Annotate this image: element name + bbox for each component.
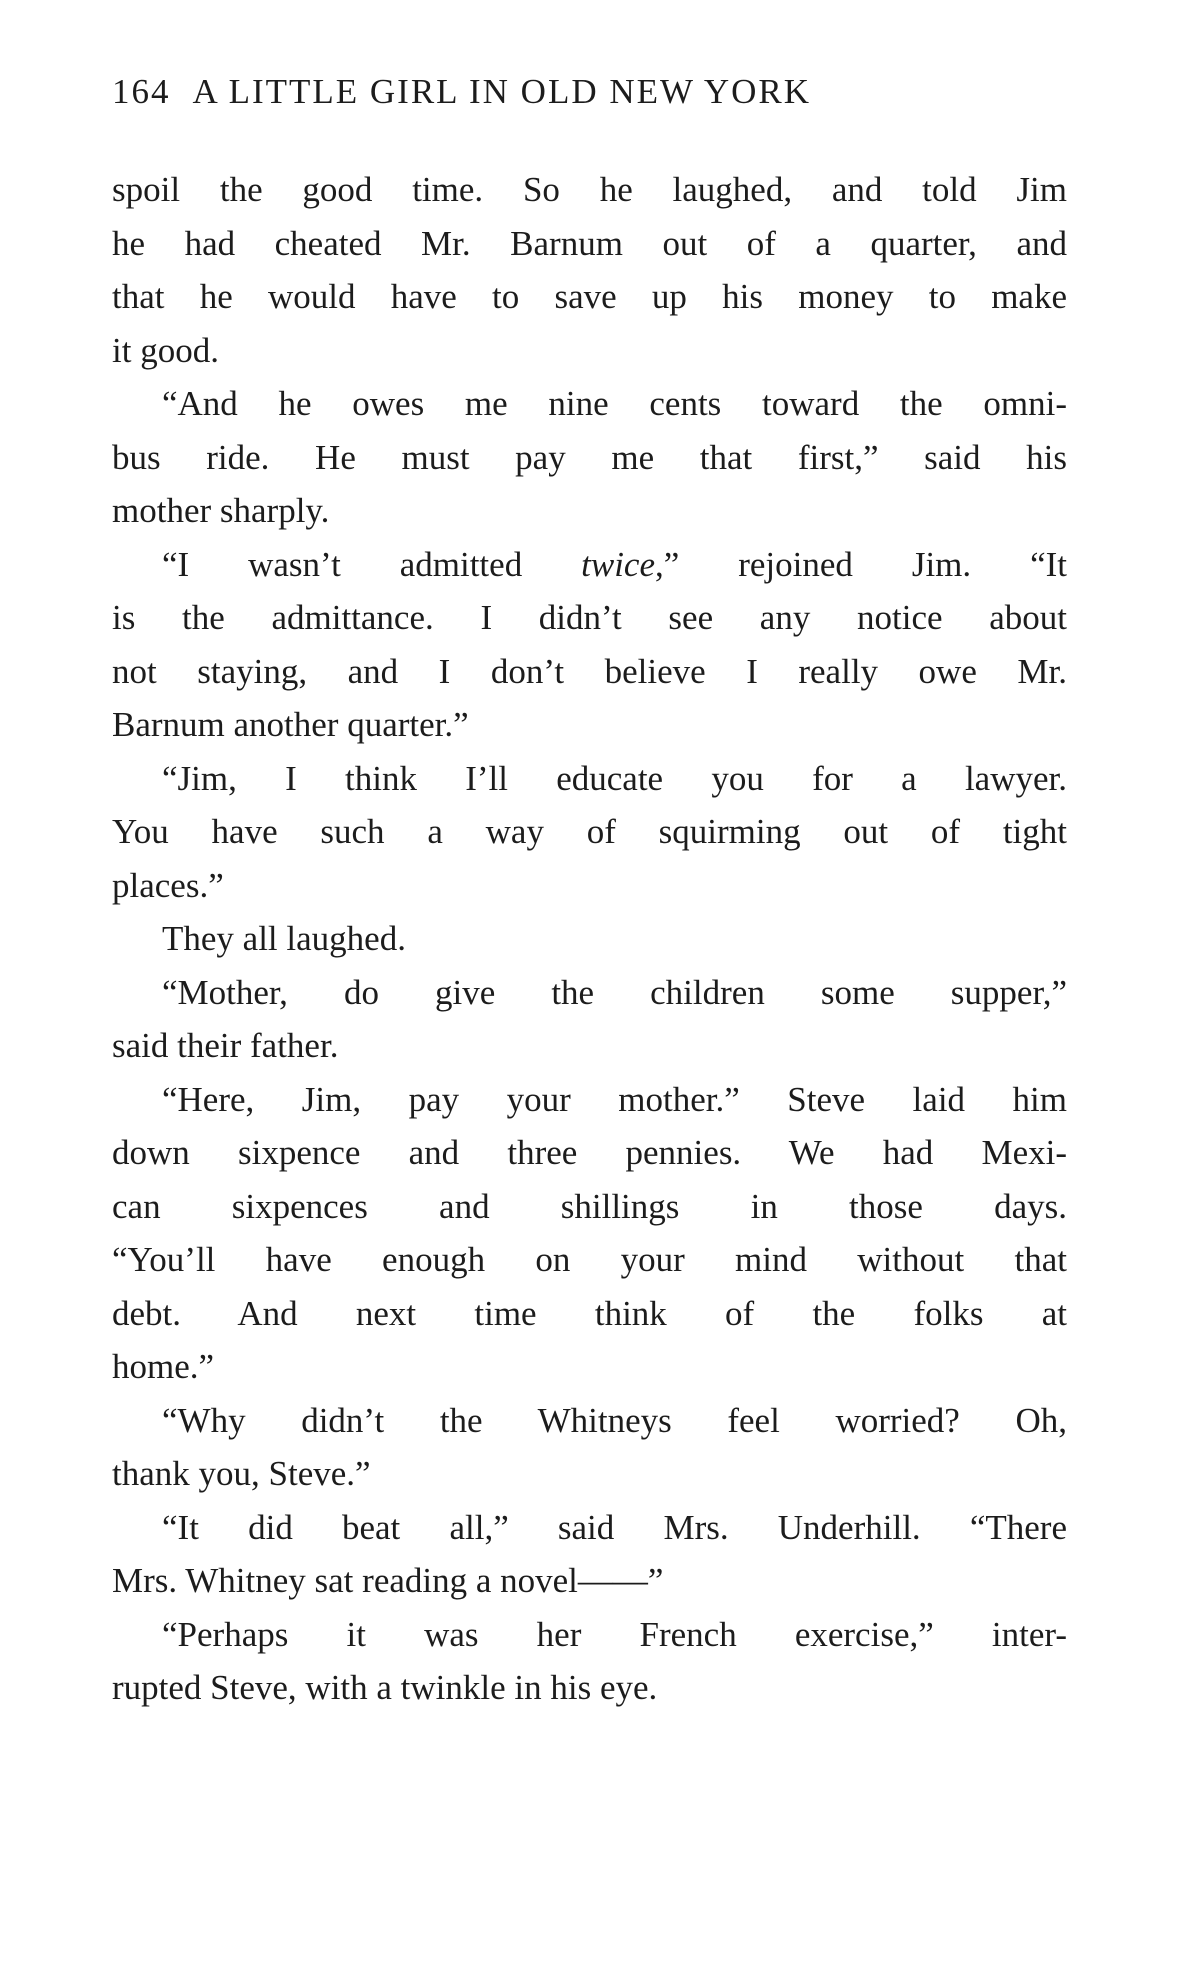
text-line: “It did beat all,” said Mrs. Underhill. “There (162, 1507, 1067, 1547)
text-line: mother sharply. (112, 491, 330, 530)
text-fragment: “I wasn’t admitted (162, 544, 582, 584)
text-fragment: ,” rejoined Jim. “It (655, 544, 1067, 584)
text-line: You have such a way of squirming out of tight (112, 812, 1067, 851)
text-line: down sixpence and three pennies. We had Mexi- (112, 1133, 1067, 1172)
text-line: not staying, and I don’t believe I really owe Mr. (112, 651, 1067, 691)
body-text (112, 163, 1067, 1715)
text-line: “You’ll have enough on your mind without that (112, 1240, 1067, 1279)
running-head (112, 72, 992, 112)
text-line: it good. (112, 330, 219, 370)
text-line: that he would have to save up his money to make (112, 277, 1067, 316)
text-line: They all laughed. (162, 919, 406, 958)
page-number: 164 (112, 72, 171, 111)
text-line: bus ride. He must pay me that first,” said his (112, 437, 1067, 477)
text-line: “Here, Jim, pay your mother.” Steve laid him (162, 1079, 1067, 1119)
text-line: is the admittance. I didn’t see any notice about (112, 598, 1067, 637)
text-line: “And he owes me nine cents toward the omni- (162, 384, 1067, 423)
text-line: spoil the good time. So he laughed, and told Jim (112, 170, 1067, 209)
text-line: rupted Steve, with a twinkle in his eye. (112, 1668, 658, 1707)
text-line: Mrs. Whitney sat reading a novel——” (112, 1561, 664, 1600)
italic-word: twice (581, 544, 655, 584)
text-line: he had cheated Mr. Barnum out of a quarter, and (112, 223, 1067, 263)
text-line: said their father. (112, 1026, 339, 1065)
text-line: places.” (112, 865, 224, 905)
text-line: home.” (112, 1347, 215, 1386)
text-line: can sixpences and shillings in those days. (112, 1186, 1067, 1226)
text-line: Barnum another quarter.” (112, 705, 469, 744)
text-line: “Mother, do give the children some supper,” (162, 972, 1067, 1012)
text-line: “Perhaps it was her French exercise,” inter- (162, 1614, 1067, 1654)
text-line: “Jim, I think I’ll educate you for a lawyer. (162, 758, 1067, 798)
text-line: thank you, Steve.” (112, 1454, 371, 1493)
text-line: “Why didn’t the Whitneys feel worried? Oh, (162, 1400, 1067, 1440)
book-title: A LITTLE GIRL IN OLD NEW YORK (192, 72, 812, 111)
text-line-with-italic (112, 538, 1067, 592)
text-line: debt. And next time think of the folks at (112, 1293, 1067, 1333)
